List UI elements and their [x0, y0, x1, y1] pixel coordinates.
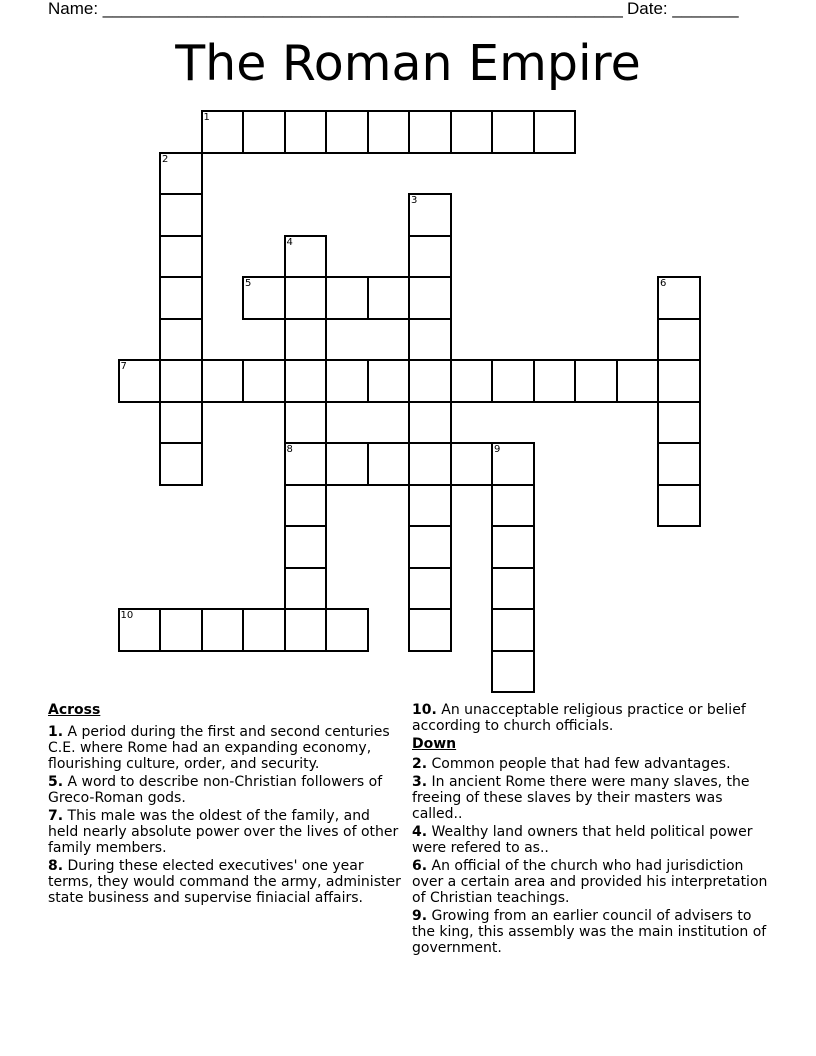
clue-number: 10. [412, 702, 437, 718]
cell-number: 6 [660, 278, 667, 289]
name-field-label: Name: _______________________________________________________ [48, 0, 623, 18]
grid-cell[interactable] [367, 110, 411, 154]
grid-cell[interactable] [284, 110, 328, 154]
cell-number: 9 [494, 444, 501, 455]
grid-cell[interactable] [574, 359, 618, 403]
grid-cell[interactable] [450, 442, 494, 486]
grid-cell[interactable] [408, 525, 452, 569]
grid-cell[interactable] [408, 276, 452, 320]
grid-cell[interactable] [491, 110, 535, 154]
grid-cell[interactable] [408, 193, 452, 237]
grid-cell[interactable] [657, 318, 701, 362]
clue-across-7 [48, 808, 403, 856]
grid-cell[interactable] [408, 359, 452, 403]
clue-across-8 [48, 858, 403, 906]
grid-cell[interactable] [159, 276, 203, 320]
grid-cell[interactable] [118, 608, 162, 652]
grid-cell[interactable] [491, 608, 535, 652]
clue-across-5 [48, 774, 403, 806]
grid-cell[interactable] [284, 525, 328, 569]
grid-cell[interactable] [367, 359, 411, 403]
grid-cell[interactable] [159, 442, 203, 486]
cell-number: 7 [120, 361, 127, 372]
grid-cell[interactable] [284, 318, 328, 362]
grid-cell[interactable] [284, 359, 328, 403]
clue-text: A period during the first and second centuries C.E. where Rome had an expanding economy, flourishing culture, order, and security. [48, 724, 390, 772]
grid-cell[interactable] [159, 235, 203, 279]
grid-cell[interactable] [159, 318, 203, 362]
clue-text: During these elected executives' one year terms, they would command the army, administer state business and supervise finiacial affairs. [48, 858, 401, 906]
grid-cell[interactable] [201, 110, 245, 154]
grid-cell[interactable] [118, 359, 162, 403]
clue-number: 1. [48, 724, 64, 740]
grid-cell[interactable] [325, 359, 369, 403]
grid-cell[interactable] [325, 276, 369, 320]
clue-text: Common people that had few advantages. [427, 756, 731, 772]
cell-number: 8 [286, 444, 293, 455]
date-field-label: Date: _______ [627, 0, 739, 18]
clue-number: 2. [412, 756, 428, 772]
clue-number: 6. [412, 858, 428, 874]
grid-cell[interactable] [408, 442, 452, 486]
cell-number: 4 [286, 236, 293, 248]
clue-number: 9. [412, 908, 428, 924]
clue-number: 4. [412, 824, 428, 840]
grid-cell[interactable] [284, 235, 328, 279]
grid-cell[interactable] [491, 484, 535, 528]
clue-across-1 [48, 724, 403, 772]
grid-cell[interactable] [533, 110, 577, 154]
clue-number: 8. [48, 858, 64, 874]
grid-cell[interactable] [367, 442, 411, 486]
grid-cell[interactable] [408, 318, 452, 362]
grid-cell[interactable] [159, 359, 203, 403]
cell-number: 5 [245, 278, 252, 289]
grid-cell[interactable] [491, 567, 535, 611]
down-heading: Down [412, 736, 457, 752]
cell-number: 3 [411, 195, 418, 206]
grid-cell[interactable] [408, 608, 452, 652]
grid-cell[interactable] [491, 525, 535, 569]
grid-cell[interactable] [408, 484, 452, 528]
grid-cell[interactable] [657, 359, 701, 403]
clue-text: Wealthy land owners that held political power were refered to as.. [412, 824, 753, 856]
grid-cell[interactable] [284, 567, 328, 611]
grid-cell[interactable] [491, 359, 535, 403]
clue-text: This male was the oldest of the family, and held nearly absolute power over the lives of other family members. [48, 808, 399, 856]
clue-text: In ancient Rome there were many slaves, the freeing of these slaves by their masters was called.. [412, 774, 750, 822]
grid-cell[interactable] [159, 152, 203, 196]
clue-across-10 [412, 702, 772, 734]
clue-down-3 [412, 774, 772, 822]
grid-cell[interactable] [284, 608, 328, 652]
grid-cell[interactable] [450, 359, 494, 403]
grid-cell[interactable] [408, 567, 452, 611]
across-heading: Across [48, 702, 101, 718]
grid-cell[interactable] [242, 608, 286, 652]
across-clues-column [48, 702, 403, 908]
grid-cell[interactable] [242, 359, 286, 403]
grid-cell[interactable] [657, 276, 701, 320]
grid-cell[interactable] [533, 359, 577, 403]
grid-cell[interactable] [491, 650, 535, 694]
grid-cell[interactable] [657, 401, 701, 445]
clue-down-2 [412, 756, 772, 772]
grid-cell[interactable] [159, 401, 203, 445]
grid-cell[interactable] [408, 235, 452, 279]
clue-text: A word to describe non-Christian followers of Greco-Roman gods. [48, 774, 383, 806]
grid-cell[interactable] [616, 359, 660, 403]
grid-cell[interactable] [284, 401, 328, 445]
grid-cell[interactable] [159, 608, 203, 652]
grid-cell[interactable] [284, 276, 328, 320]
clue-down-9 [412, 908, 772, 956]
grid-cell[interactable] [408, 401, 452, 445]
grid-cell[interactable] [242, 276, 286, 320]
clue-number: 5. [48, 774, 64, 790]
grid-cell[interactable] [159, 193, 203, 237]
grid-cell[interactable] [657, 484, 701, 528]
grid-cell[interactable] [325, 110, 369, 154]
clue-number: 3. [412, 774, 428, 790]
page-title: The Roman Empire [175, 35, 641, 92]
cell-number: 10 [120, 610, 134, 621]
grid-cell[interactable] [450, 110, 494, 154]
grid-cell[interactable] [491, 442, 535, 486]
clue-down-4 [412, 824, 772, 856]
clue-number: 7. [48, 808, 64, 824]
grid-cell[interactable] [367, 276, 411, 320]
grid-cell[interactable] [284, 484, 328, 528]
grid-cell[interactable] [242, 110, 286, 154]
clue-text: Growing from an earlier council of advisers to the king, this assembly was the main institution of government. [412, 908, 767, 956]
grid-cell[interactable] [201, 359, 245, 403]
grid-cell[interactable] [201, 608, 245, 652]
grid-cell[interactable] [325, 442, 369, 486]
cell-number: 1 [203, 112, 210, 123]
grid-cell[interactable] [325, 608, 369, 652]
grid-cell[interactable] [284, 442, 328, 486]
continued-clues-column [412, 702, 772, 958]
grid-cell[interactable] [408, 110, 452, 154]
clue-text: An unacceptable religious practice or belief according to church officials. [412, 702, 746, 734]
clue-down-6 [412, 858, 772, 906]
cell-number: 2 [162, 153, 169, 165]
clue-text: An official of the church who had jurisdiction over a certain area and provided his interpretation of Christian teachings. [412, 858, 768, 906]
grid-cell[interactable] [657, 442, 701, 486]
